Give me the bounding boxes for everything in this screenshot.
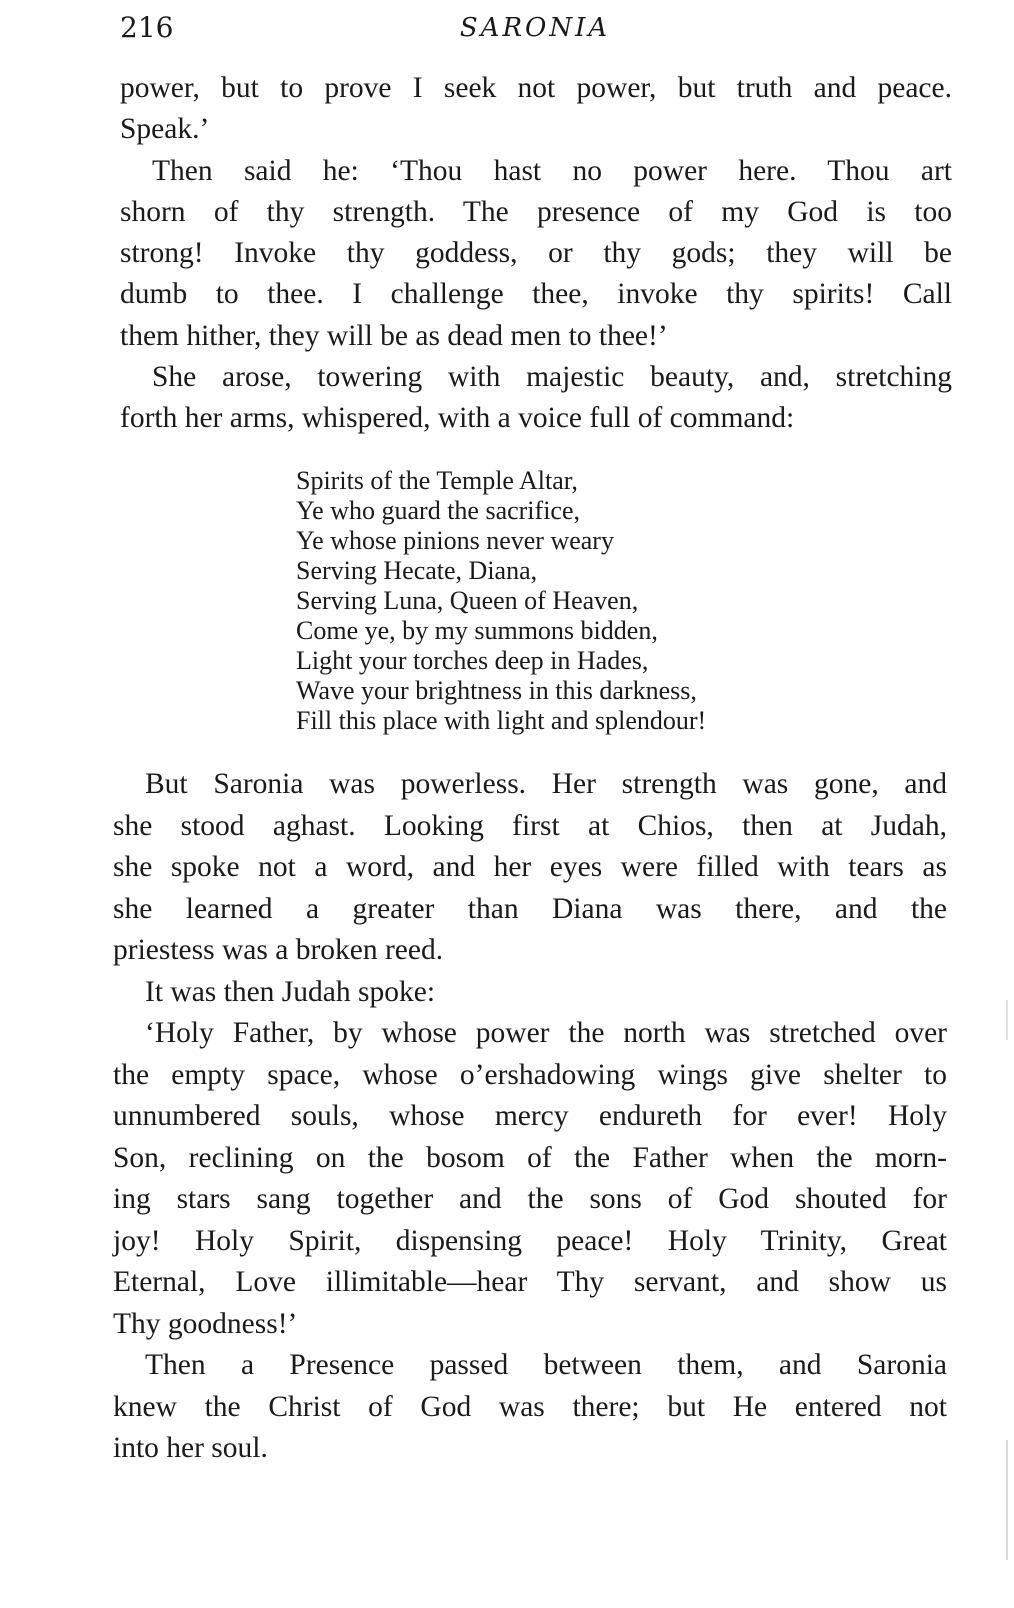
- text-line: Son, reclining on the bosom of the Father when the morn-: [113, 1141, 947, 1174]
- text-line: Then a Presence passed between them, and Saronia: [145, 1349, 947, 1381]
- text-line: joy! Holy Spirit, dispensing peace! Holy Trinity, Great: [113, 1224, 947, 1257]
- verse-line: Ye who guard the sacrifice,: [296, 496, 580, 525]
- scan-artifact: [1006, 1440, 1008, 1560]
- text-line: Eternal, Love illimitable—hear Thy servant, and show us: [113, 1266, 947, 1298]
- text-line: ing stars sang together and the sons of God shouted for: [113, 1183, 947, 1215]
- text-line: them hither, they will be as dead men to thee!’: [120, 319, 668, 352]
- text-line: Then said he: ‘Thou hast no power here. Thou art: [152, 154, 952, 187]
- page-number: 216: [120, 11, 174, 44]
- body-text-top: [120, 68, 952, 440]
- verse-line: Serving Hecate, Diana,: [296, 556, 538, 585]
- text-line: unnumbered souls, whose mercy endureth for ever! Holy: [113, 1100, 947, 1132]
- text-line: strong! Invoke thy goddess, or thy gods; they will be: [120, 237, 952, 270]
- text-line: she learned a greater than Diana was there, and the: [113, 892, 947, 925]
- text-line: She arose, towering with majestic beauty, and, stretching: [152, 361, 952, 394]
- text-line: she stood aghast. Looking first at Chios, then at Judah,: [113, 809, 947, 842]
- text-line: power, but to prove I seek not power, but truth and peace.: [120, 72, 952, 104]
- text-line: It was then Judah spoke:: [145, 975, 436, 1008]
- verse-line: Ye whose pinions never weary: [296, 526, 614, 555]
- text-line: she spoke not a word, and her eyes were filled with tears as: [113, 851, 947, 883]
- text-line: Speak.’: [120, 113, 210, 146]
- text-line: the empty space, whose o’ershadowing wings give shelter to: [113, 1058, 947, 1091]
- verse-line: Wave your brightness in this darkness,: [296, 676, 697, 705]
- text-line: ‘Holy Father, by whose power the north was stretched over: [145, 1017, 947, 1049]
- text-line: forth her arms, whispered, with a voice full of command:: [120, 402, 795, 435]
- text-line: knew the Christ of God was there; but He entered not: [113, 1390, 947, 1423]
- verse-line: Serving Luna, Queen of Heaven,: [296, 586, 639, 615]
- text-line: priestess was a broken reed.: [113, 934, 444, 966]
- body-text-bottom: [113, 764, 947, 1470]
- text-line: into her soul.: [113, 1432, 268, 1464]
- verse-line: Fill this place with light and splendour!: [296, 706, 707, 735]
- scan-artifact: [1006, 1000, 1008, 1040]
- verse-line: Come ye, by my summons bidden,: [296, 616, 658, 645]
- text-line: Thy goodness!’: [113, 1307, 298, 1340]
- text-line: But Saronia was powerless. Her strength was gone, and: [145, 768, 947, 800]
- verse-line: Spirits of the Temple Altar,: [296, 466, 578, 495]
- verse-line: Light your torches deep in Hades,: [296, 646, 649, 675]
- text-line: dumb to thee. I challenge thee, invoke thy spirits! Call: [120, 278, 952, 311]
- page-header: [120, 8, 950, 48]
- running-title: SARONIA: [459, 13, 611, 43]
- verse-block: [296, 466, 706, 736]
- text-line: shorn of thy strength. The presence of my God is too: [120, 195, 952, 228]
